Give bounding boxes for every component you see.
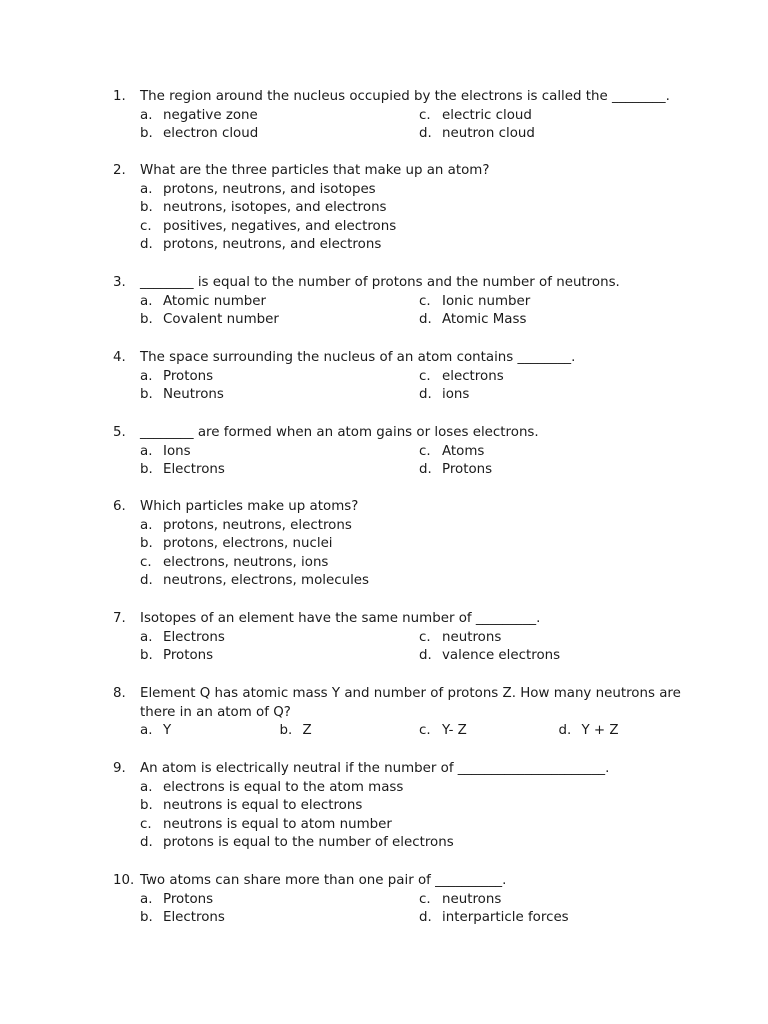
option-text: protons is equal to the number of electrons: [163, 835, 454, 851]
question-number: 10.: [113, 873, 135, 888]
option-text: protons, neutrons, and electrons: [163, 237, 382, 253]
option-text: neutrons: [442, 629, 502, 645]
options: [140, 629, 683, 666]
option-b: b. Electrons: [140, 909, 419, 928]
option-text: Protons: [163, 368, 214, 384]
option-d: d. neutrons, electrons, molecules: [140, 572, 369, 591]
option-text: neutrons, isotopes, and electrons: [163, 200, 387, 216]
option-text: electron cloud: [163, 126, 259, 142]
option-b: b. Z: [280, 722, 420, 741]
question-text: Two atoms can share more than one pair of __________.: [140, 873, 507, 888]
option-text: Protons: [442, 462, 493, 478]
option-b: b. electron cloud: [140, 125, 419, 144]
options: [140, 722, 683, 741]
question-text: Isotopes of an element have the same number of _________.: [140, 611, 541, 626]
option-text: Ionic number: [442, 293, 531, 309]
question-number: 1.: [113, 89, 126, 104]
option-d: d. valence electrons: [419, 647, 560, 666]
option-b: b. Electrons: [140, 461, 419, 480]
option-c: c. neutrons: [419, 629, 501, 648]
option-text: neutrons: [442, 891, 502, 907]
option-c: c. Atoms: [419, 443, 484, 462]
option-b: b. neutrons, isotopes, and electrons: [140, 199, 387, 218]
question-text: The space surrounding the nucleus of an atom contains ________.: [140, 350, 576, 365]
option-c: c. neutrons: [419, 891, 501, 910]
option-c: c. positives, negatives, and electrons: [140, 218, 396, 237]
option-a: a. Atomic number: [140, 293, 419, 312]
options: [140, 517, 683, 591]
question-text: An atom is electrically neutral if the number of ______________________.: [140, 761, 610, 776]
option-text: electrons, neutrons, ions: [163, 554, 329, 570]
options: [140, 181, 683, 255]
option-b: b. protons, electrons, nuclei: [140, 535, 333, 554]
options: [140, 107, 683, 144]
option-text: protons, neutrons, electrons: [163, 517, 352, 533]
options: [140, 443, 683, 480]
option-text: Y: [163, 723, 172, 739]
option-text: protons, neutrons, and isotopes: [163, 181, 376, 197]
question-text: Which particles make up atoms?: [140, 499, 359, 514]
question-number: 8.: [113, 686, 126, 701]
question-1: [113, 88, 683, 144]
option-text: neutron cloud: [442, 126, 535, 142]
option-text: neutrons is equal to atom number: [163, 816, 392, 832]
option-d: d. ions: [419, 386, 469, 405]
question-5: [113, 424, 683, 480]
question-2: [113, 162, 683, 255]
option-b: b. Protons: [140, 647, 419, 666]
question-8: [113, 685, 686, 741]
options: [140, 891, 683, 928]
option-text: Atomic number: [163, 293, 267, 309]
option-text: positives, negatives, and electrons: [163, 218, 397, 234]
question-7: [113, 610, 683, 666]
question-9: [113, 760, 683, 853]
option-text: Electrons: [163, 910, 225, 926]
option-c: c. electric cloud: [419, 107, 532, 126]
option-a: a. electrons is equal to the atom mass: [140, 779, 403, 798]
option-d: d. neutron cloud: [419, 125, 535, 144]
question-number: 7.: [113, 611, 126, 626]
question-6: [113, 498, 683, 591]
option-a: a. protons, neutrons, and isotopes: [140, 181, 376, 200]
option-a: a. Ions: [140, 443, 419, 462]
option-a: a. Electrons: [140, 629, 419, 648]
option-text: Electrons: [163, 629, 225, 645]
question-4: [113, 349, 683, 405]
question-number: 4.: [113, 350, 126, 365]
option-c: c. Ionic number: [419, 293, 530, 312]
option-a: a. Protons: [140, 368, 419, 387]
option-text: electrons: [442, 368, 504, 384]
question-text: ________ are formed when an atom gains or loses electrons.: [140, 425, 539, 440]
question-text: The region around the nucleus occupied by the electrons is called the ________.: [140, 89, 670, 104]
option-d: d. interparticle forces: [419, 909, 569, 928]
option-c: c. neutrons is equal to atom number: [140, 816, 392, 835]
question-number: 3.: [113, 275, 126, 290]
option-c: c. electrons: [419, 368, 504, 387]
option-text: Atoms: [442, 443, 485, 459]
option-d: d. Y + Z: [559, 722, 619, 741]
option-text: Z: [302, 723, 312, 739]
option-a: a. Y: [140, 722, 280, 741]
option-b: b. Covalent number: [140, 311, 419, 330]
question-number: 5.: [113, 425, 126, 440]
option-d: d. protons, neutrons, and electrons: [140, 236, 381, 255]
option-d: d. Protons: [419, 461, 492, 480]
option-text: Y + Z: [581, 723, 619, 739]
option-b: b. Neutrons: [140, 386, 419, 405]
option-a: a. negative zone: [140, 107, 419, 126]
option-text: neutrons is equal to electrons: [163, 798, 363, 814]
question-number: 2.: [113, 163, 126, 178]
question-3: [113, 274, 683, 330]
question-text: ________ is equal to the number of protons and the number of neutrons.: [140, 275, 620, 290]
option-text: electrons is equal to the atom mass: [163, 779, 404, 795]
option-text: negative zone: [163, 107, 258, 123]
option-text: ions: [442, 387, 470, 403]
option-text: Protons: [163, 891, 214, 907]
option-text: Y- Z: [442, 723, 467, 739]
options: [140, 779, 683, 853]
option-b: b. neutrons is equal to electrons: [140, 797, 362, 816]
option-d: d. protons is equal to the number of electrons: [140, 834, 454, 853]
option-text: protons, electrons, nuclei: [163, 536, 333, 552]
option-text: neutrons, electrons, molecules: [163, 573, 370, 589]
option-a: a. Protons: [140, 891, 419, 910]
option-text: Atomic Mass: [442, 312, 527, 328]
option-c: c. Y- Z: [419, 722, 559, 741]
option-text: Electrons: [163, 462, 225, 478]
option-text: interparticle forces: [442, 910, 569, 926]
option-d: d. Atomic Mass: [419, 311, 526, 330]
option-text: Covalent number: [163, 312, 279, 328]
option-text: valence electrons: [442, 648, 561, 664]
option-a: a. protons, neutrons, electrons: [140, 517, 352, 536]
option-text: Protons: [163, 648, 214, 664]
question-text: Element Q has atomic mass Y and number of protons Z. How many neutrons are there in an atom of Q?: [140, 686, 686, 720]
option-text: Neutrons: [163, 387, 224, 403]
question-text: What are the three particles that make up an atom?: [140, 163, 490, 178]
option-c: c. electrons, neutrons, ions: [140, 554, 328, 573]
options: [140, 293, 683, 330]
option-text: Ions: [163, 443, 191, 459]
question-number: 6.: [113, 499, 126, 514]
question-number: 9.: [113, 761, 126, 776]
options: [140, 368, 683, 405]
question-10: [113, 872, 683, 928]
option-text: electric cloud: [442, 107, 532, 123]
